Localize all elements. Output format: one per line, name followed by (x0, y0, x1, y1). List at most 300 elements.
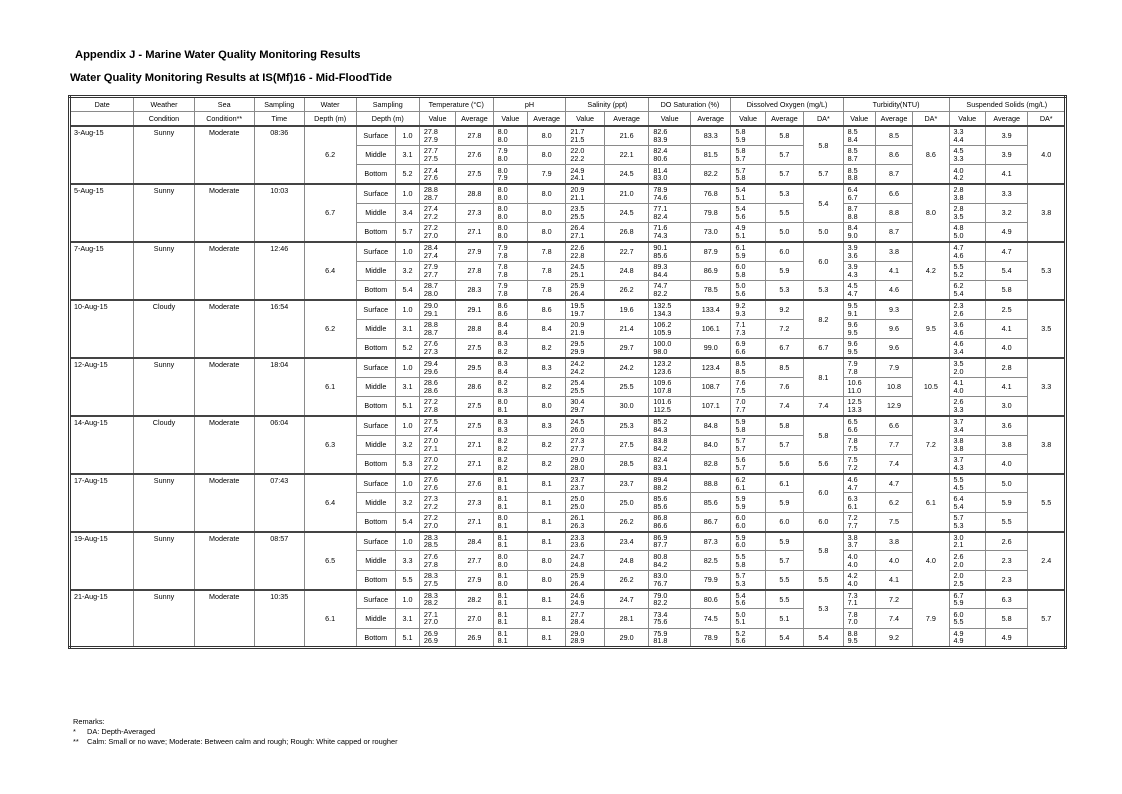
dissolved-oxygen-values (731, 454, 765, 473)
suspended-solids-reading: 4.6 (953, 339, 964, 349)
do-saturation-reading: 90.1 (653, 243, 668, 253)
sampling-depth-cell: 3.2 (396, 435, 420, 454)
do-saturation-reading: 74.7 (653, 281, 668, 291)
turbidity-average: 9.3 (875, 300, 912, 319)
ph-values (493, 628, 527, 647)
do-saturation-reading: 107.8 (653, 385, 672, 395)
sampling-level-cell: Bottom (356, 165, 395, 184)
suspended-solids-average: 5.8 (985, 609, 1028, 628)
suspended-solids-average: 2.3 (985, 551, 1028, 570)
turbidity-reading: 4.7 (847, 482, 858, 492)
do-saturation-values (649, 261, 691, 280)
ph-values (493, 145, 527, 164)
suspended-solids-reading: 5.0 (953, 230, 964, 240)
suspended-solids-reading: 3.3 (953, 153, 964, 163)
table-title: Water Quality Monitoring Results at IS(Mf)16 - Mid-FloodTide (70, 72, 392, 84)
suspended-solids-reading: 5.5 (953, 262, 964, 272)
salinity-reading: 24.8 (570, 559, 585, 569)
suspended-solids-reading: 5.5 (953, 475, 964, 485)
salinity-values (566, 126, 604, 145)
turbidity-da: 4.2 (913, 242, 949, 300)
remark-mark: * (73, 727, 76, 736)
do-saturation-average: 81.5 (690, 145, 731, 164)
dissolved-oxygen-average: 6.1 (765, 474, 803, 493)
ph-reading: 8.1 (497, 540, 508, 550)
turbidity-reading: 3.8 (847, 532, 858, 542)
suspended-solids-reading: 3.8 (953, 436, 964, 446)
do-saturation-reading: 134.3 (653, 308, 672, 318)
ph-average: 8.0 (527, 570, 565, 589)
suspended-solids-average: 5.0 (985, 474, 1028, 493)
do-saturation-reading: 74.6 (653, 192, 668, 202)
ph-reading: 8.1 (497, 532, 508, 542)
ph-average: 8.1 (527, 512, 565, 531)
turbidity-values (843, 145, 875, 164)
average-header: Average (456, 112, 493, 127)
do-saturation-reading: 123.2 (653, 359, 672, 369)
sampling-time-cell: 06:04 (254, 416, 304, 474)
weather-cell: Sunny (134, 474, 194, 532)
do-saturation-values (649, 551, 691, 570)
sampling-depth-cell: 5.1 (396, 396, 420, 415)
ph-reading: 8.0 (497, 153, 508, 163)
ph-values (493, 242, 527, 261)
turbidity-reading: 9.6 (847, 320, 858, 330)
dissolved-oxygen-average: 6.7 (765, 338, 803, 357)
sampling-level-cell: Bottom (356, 396, 395, 415)
suspended-solids-reading: 4.0 (953, 165, 964, 175)
dissolved-oxygen-values (731, 609, 765, 628)
ph-average: 8.0 (527, 203, 565, 222)
salinity-values (566, 493, 604, 512)
dissolved-oxygen-reading: 5.0 (735, 609, 746, 619)
do-saturation-values (649, 184, 691, 203)
water-depth-cell: 6.1 (304, 590, 356, 648)
turbidity-reading: 9.5 (847, 346, 858, 356)
ph-average: 8.4 (527, 319, 565, 338)
salinity-average: 21.0 (604, 184, 649, 203)
temperature-average: 26.9 (456, 628, 493, 647)
salinity-reading: 26.1 (570, 513, 585, 523)
sampling-level-cell: Middle (356, 493, 395, 512)
weather-cell: Sunny (134, 532, 194, 590)
do-saturation-average: 133.4 (690, 300, 731, 319)
turbidity-average: 6.6 (875, 184, 912, 203)
ph-values (493, 300, 527, 319)
do-saturation-reading: 85.6 (653, 494, 668, 504)
salinity-reading: 29.9 (570, 346, 585, 356)
ph-reading: 8.3 (497, 359, 508, 369)
do-saturation-average: 78.5 (690, 281, 731, 300)
ph-header: pH (493, 97, 566, 112)
salinity-values (566, 338, 604, 357)
suspended-solids-average: 3.8 (985, 435, 1028, 454)
do-saturation-average: 87.9 (690, 242, 731, 261)
do-saturation-average: 99.0 (690, 338, 731, 357)
do-saturation-values (649, 512, 691, 531)
salinity-values (566, 628, 604, 647)
salinity-values (566, 377, 604, 396)
ph-reading: 7.8 (497, 269, 508, 279)
turbidity-values (843, 532, 875, 551)
do-saturation-average: 83.3 (690, 126, 731, 145)
dissolved-oxygen-average: 5.9 (765, 261, 803, 280)
dissolved-oxygen-reading: 5.9 (735, 250, 746, 260)
turbidity-average: 7.5 (875, 512, 912, 531)
salinity-average: 19.6 (604, 300, 649, 319)
ph-average: 8.2 (527, 377, 565, 396)
turbidity-values (843, 338, 875, 357)
turbidity-average: 7.2 (875, 590, 912, 609)
temperature-values (419, 145, 455, 164)
suspended-solids-average: 5.8 (985, 281, 1028, 300)
ph-reading: 8.2 (497, 378, 508, 388)
turbidity-reading: 8.4 (847, 223, 858, 233)
do-saturation-values (649, 126, 691, 145)
sampling-level-cell: Bottom (356, 628, 395, 647)
turbidity-values (843, 203, 875, 222)
temperature-average: 27.9 (456, 242, 493, 261)
salinity-average: 26.2 (604, 512, 649, 531)
salinity-average: 28.1 (604, 609, 649, 628)
dissolved-oxygen-average: 5.9 (765, 493, 803, 512)
salinity-reading: 24.9 (570, 598, 585, 608)
sampling-depth-cell: 3.1 (396, 319, 420, 338)
suspended-solids-values (949, 281, 985, 300)
turbidity-reading: 8.8 (847, 628, 858, 638)
turbidity-reading: 7.8 (847, 436, 858, 446)
temperature-values (419, 474, 455, 493)
salinity-values (566, 223, 604, 242)
dissolved-oxygen-reading: 5.4 (735, 204, 746, 214)
suspended-solids-reading: 5.4 (953, 288, 964, 298)
date-cell: 7-Aug-15 (70, 242, 134, 300)
temperature-reading: 27.3 (423, 494, 438, 504)
dissolved-oxygen-average: 6.0 (765, 242, 803, 261)
ph-values (493, 203, 527, 222)
do-saturation-average: 106.1 (690, 319, 731, 338)
temperature-reading: 27.8 (423, 127, 438, 137)
temperature-average: 27.5 (456, 396, 493, 415)
temperature-reading: 27.3 (423, 346, 438, 356)
dissolved-oxygen-average: 5.5 (765, 590, 803, 609)
dissolved-oxygen-reading: 5.2 (735, 628, 746, 638)
temperature-average: 27.0 (456, 609, 493, 628)
do-saturation-values (649, 223, 691, 242)
suspended-solids-da: 3.8 (1028, 184, 1066, 242)
dissolved-oxygen-da-bottom: 7.4 (804, 396, 843, 415)
table-row (70, 358, 1066, 377)
sampling-level-cell: Surface (356, 300, 395, 319)
dissolved-oxygen-da-bottom: 6.7 (804, 338, 843, 357)
temperature-average: 28.3 (456, 281, 493, 300)
temperature-reading: 27.6 (423, 173, 438, 183)
suspended-solids-values (949, 570, 985, 589)
temperature-reading: 28.3 (423, 590, 438, 600)
sampling-level-cell: Middle (356, 551, 395, 570)
turbidity-average: 9.6 (875, 338, 912, 357)
dissolved-oxygen-average: 5.7 (765, 435, 803, 454)
dissolved-oxygen-reading: 5.6 (735, 288, 746, 298)
do-saturation-average: 82.8 (690, 454, 731, 473)
table-row (70, 590, 1066, 609)
do-saturation-values (649, 396, 691, 415)
ph-average: 8.2 (527, 338, 565, 357)
temperature-values (419, 609, 455, 628)
dissolved-oxygen-average: 5.3 (765, 281, 803, 300)
date-cell: 17-Aug-15 (70, 474, 134, 532)
turbidity-reading: 7.2 (847, 462, 858, 472)
temperature-values (419, 165, 455, 184)
sampling-depth-cell: 5.2 (396, 165, 420, 184)
turbidity-reading: 4.0 (847, 559, 858, 569)
suspended-solids-reading: 4.2 (953, 173, 964, 183)
suspended-solids-reading: 4.1 (953, 378, 964, 388)
salinity-reading: 24.1 (570, 173, 585, 183)
suspended-solids-reading: 6.2 (953, 281, 964, 291)
turbidity-values (843, 609, 875, 628)
ph-average: 8.2 (527, 454, 565, 473)
turbidity-reading: 4.7 (847, 288, 858, 298)
ph-average: 8.0 (527, 396, 565, 415)
dissolved-oxygen-values (731, 628, 765, 647)
temperature-reading: 27.6 (423, 552, 438, 562)
do-saturation-average: 79.9 (690, 570, 731, 589)
ph-reading: 8.2 (497, 436, 508, 446)
salinity-values (566, 609, 604, 628)
sampling-level-cell: Surface (356, 532, 395, 551)
do-saturation-average: 82.5 (690, 551, 731, 570)
salinity-reading: 25.1 (570, 269, 585, 279)
sampling-level-cell: Surface (356, 474, 395, 493)
salinity-reading: 23.3 (570, 532, 585, 542)
ph-reading: 8.2 (497, 443, 508, 453)
salinity-values (566, 300, 604, 319)
ph-reading: 8.1 (497, 501, 508, 511)
temperature-average: 27.9 (456, 570, 493, 589)
dissolved-oxygen-reading: 6.0 (735, 262, 746, 272)
salinity-reading: 25.9 (570, 571, 585, 581)
salinity-reading: 21.1 (570, 192, 585, 202)
ph-reading: 8.1 (497, 475, 508, 485)
sea-condition-cell: Moderate (194, 474, 254, 532)
temperature-values (419, 126, 455, 145)
weather-cell: Cloudy (134, 300, 194, 358)
suspended-solids-reading: 5.3 (953, 520, 964, 530)
dissolved-oxygen-reading: 5.7 (735, 571, 746, 581)
sampling-depth-cell: 3.1 (396, 377, 420, 396)
salinity-average: 25.3 (604, 416, 649, 435)
do-saturation-values (649, 416, 691, 435)
dissolved-oxygen-reading: 5.3 (735, 578, 746, 588)
salinity-reading: 24.2 (570, 366, 585, 376)
salinity-reading: 25.4 (570, 378, 585, 388)
temperature-reading: 27.0 (423, 230, 438, 240)
turbidity-reading: 7.9 (847, 359, 858, 369)
ph-reading: 8.3 (497, 424, 508, 434)
dissolved-oxygen-da-bottom: 5.0 (804, 223, 843, 242)
sampling-depth-cell: 5.1 (396, 628, 420, 647)
turbidity-average: 6.6 (875, 416, 912, 435)
temperature-values (419, 338, 455, 357)
dissolved-oxygen-reading: 8.5 (735, 366, 746, 376)
salinity-reading: 29.0 (570, 628, 585, 638)
table-body (70, 126, 1066, 648)
appendix-title: Appendix J - Marine Water Quality Monitoring Results (75, 49, 361, 61)
suspended-solids-da: 5.5 (1028, 474, 1066, 532)
temperature-reading: 27.4 (423, 204, 438, 214)
remarks-title: Remarks: (73, 717, 105, 726)
turbidity-values (843, 377, 875, 396)
date-cell: 10-Aug-15 (70, 300, 134, 358)
turbidity-reading: 7.2 (847, 513, 858, 523)
do-saturation-average: 79.8 (690, 203, 731, 222)
turbidity-da: 8.0 (913, 184, 949, 242)
sea-condition-cell: Moderate (194, 532, 254, 590)
do-saturation-reading: 86.9 (653, 532, 668, 542)
ph-reading: 8.0 (497, 559, 508, 569)
temperature-reading: 28.5 (423, 540, 438, 550)
salinity-values (566, 435, 604, 454)
dissolved-oxygen-values (731, 358, 765, 377)
turbidity-reading: 6.3 (847, 494, 858, 504)
temperature-reading: 27.7 (423, 146, 438, 156)
suspended-solids-reading: 3.7 (953, 417, 964, 427)
salinity-reading: 27.1 (570, 230, 585, 240)
salinity-average: 23.4 (604, 532, 649, 551)
do-saturation-reading: 123.6 (653, 366, 672, 376)
do-saturation-reading: 75.6 (653, 617, 668, 627)
salinity-average: 26.2 (604, 570, 649, 589)
dissolved-oxygen-average: 5.7 (765, 551, 803, 570)
salinity-average: 24.8 (604, 261, 649, 280)
temperature-reading: 27.8 (423, 559, 438, 569)
turbidity-average: 6.2 (875, 493, 912, 512)
temperature-reading: 27.4 (423, 424, 438, 434)
ph-average: 7.9 (527, 165, 565, 184)
weather-header: Weather (134, 97, 194, 112)
temperature-reading: 27.5 (423, 417, 438, 427)
turbidity-values (843, 551, 875, 570)
ph-reading: 8.1 (497, 482, 508, 492)
sampling-depth-cell: 1.0 (396, 184, 420, 203)
temperature-reading: 28.3 (423, 532, 438, 542)
dissolved-oxygen-reading: 8.5 (735, 359, 746, 369)
suspended-solids-da: 5.7 (1028, 590, 1066, 648)
dissolved-oxygen-reading: 5.4 (735, 185, 746, 195)
water-depth-cell: 6.5 (304, 532, 356, 590)
suspended-solids-reading: 4.9 (953, 636, 964, 646)
ph-reading: 7.9 (497, 281, 508, 291)
suspended-solids-values (949, 145, 985, 164)
suspended-solids-average: 3.9 (985, 126, 1028, 145)
ph-values (493, 396, 527, 415)
salinity-values (566, 416, 604, 435)
salinity-average: 24.8 (604, 551, 649, 570)
salinity-reading: 20.9 (570, 185, 585, 195)
salinity-reading: 26.0 (570, 424, 585, 434)
temperature-reading: 27.0 (423, 436, 438, 446)
suspended-solids-reading: 4.4 (953, 134, 964, 144)
turbidity-reading: 9.5 (847, 636, 858, 646)
sampling-depth-cell: 5.7 (396, 223, 420, 242)
suspended-solids-values (949, 338, 985, 357)
do-saturation-reading: 82.4 (653, 146, 668, 156)
dissolved-oxygen-average: 9.2 (765, 300, 803, 319)
salinity-values (566, 184, 604, 203)
suspended-solids-reading: 2.5 (953, 578, 964, 588)
average-header: Average (875, 112, 912, 127)
ph-values (493, 223, 527, 242)
salinity-average: 30.0 (604, 396, 649, 415)
dissolved-oxygen-values (731, 126, 765, 145)
sampling-time-cell: 07:43 (254, 474, 304, 532)
ph-average: 8.0 (527, 184, 565, 203)
ph-values (493, 609, 527, 628)
turbidity-values (843, 396, 875, 415)
salinity-average: 24.5 (604, 203, 649, 222)
weather-cell: Sunny (134, 590, 194, 648)
salinity-reading: 27.7 (570, 609, 585, 619)
turbidity-da: 9.5 (913, 300, 949, 358)
temperature-reading: 27.0 (423, 520, 438, 530)
ph-reading: 7.8 (497, 250, 508, 260)
ph-reading: 8.0 (497, 185, 508, 195)
ph-reading: 8.3 (497, 417, 508, 427)
ph-reading: 8.0 (497, 127, 508, 137)
sea-condition-cell: Moderate (194, 242, 254, 300)
salinity-reading: 28.4 (570, 617, 585, 627)
suspended-solids-values (949, 358, 985, 377)
salinity-average: 22.1 (604, 145, 649, 164)
table-row (70, 126, 1066, 145)
salinity-average: 25.5 (604, 377, 649, 396)
average-header: Average (765, 112, 803, 127)
salinity-values (566, 512, 604, 531)
suspended-solids-reading: 6.7 (953, 590, 964, 600)
turbidity-reading: 7.1 (847, 598, 858, 608)
salinity-values (566, 165, 604, 184)
temperature-reading: 28.0 (423, 288, 438, 298)
ph-values (493, 416, 527, 435)
dissolved-oxygen-values (731, 474, 765, 493)
sampling-depth-cell: 5.3 (396, 454, 420, 473)
water-depth-subheader: Depth (m) (304, 112, 356, 127)
salinity-average: 29.0 (604, 628, 649, 647)
sea-condition-cell: Moderate (194, 126, 254, 184)
ph-values (493, 338, 527, 357)
dissolved-oxygen-values (731, 396, 765, 415)
sampling-depth-cell: 1.0 (396, 532, 420, 551)
salinity-reading: 22.0 (570, 146, 585, 156)
temperature-reading: 27.1 (423, 609, 438, 619)
suspended-solids-reading: 4.5 (953, 482, 964, 492)
dissolved-oxygen-values (731, 145, 765, 164)
do-saturation-header: DO Saturation (%) (649, 97, 731, 112)
turbidity-average: 8.7 (875, 165, 912, 184)
suspended-solids-values (949, 628, 985, 647)
suspended-solids-reading: 2.8 (953, 204, 964, 214)
do-saturation-reading: 89.3 (653, 262, 668, 272)
salinity-average: 24.7 (604, 590, 649, 609)
date-cell: 3-Aug-15 (70, 126, 134, 184)
do-saturation-reading: 80.6 (653, 153, 668, 163)
do-saturation-reading: 100.0 (653, 339, 672, 349)
do-saturation-reading: 83.9 (653, 134, 668, 144)
weather-cell: Sunny (134, 184, 194, 242)
dissolved-oxygen-da-bottom: 6.0 (804, 512, 843, 531)
dissolved-oxygen-reading: 7.6 (735, 378, 746, 388)
